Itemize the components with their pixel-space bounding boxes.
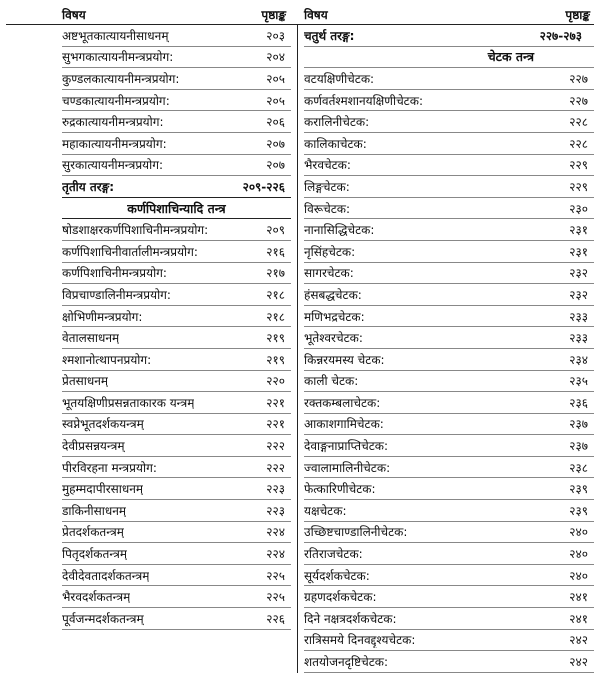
entry-page-number: २०५ xyxy=(266,71,285,86)
contents-entry xyxy=(304,543,594,565)
entry-page-number: २१७ xyxy=(266,266,285,281)
contents-entry xyxy=(304,90,594,112)
entry-title: सुरकात्यायनीमन्त्रप्रयोग: xyxy=(62,158,164,173)
contents-entry xyxy=(304,651,594,673)
contents-entry xyxy=(304,565,594,587)
entry-title: अष्टभूतकात्यायनीसाधनम् xyxy=(62,28,169,43)
entry-title: विप्रचाण्डालिनीमन्त्रप्रयोग: xyxy=(62,287,171,302)
contents-entry xyxy=(62,435,291,457)
contents-entry xyxy=(62,392,291,414)
entry-page-number: २०७ xyxy=(266,136,285,151)
entry-page-number: २०३ xyxy=(266,28,285,43)
entry-title: तृतीय तरङ्ग: xyxy=(62,179,115,194)
contents-entry xyxy=(62,219,291,241)
contents-entry xyxy=(304,349,594,371)
entry-title: रक्तकम्बलाचेटक: xyxy=(304,395,381,410)
entry-page-number: २४२ xyxy=(569,655,588,670)
contents-entry xyxy=(304,630,594,652)
contents-entry xyxy=(62,90,291,112)
entry-page-number: २४० xyxy=(569,525,588,540)
entry-title: कालिकाचेटक: xyxy=(304,136,367,151)
entry-title: लिङ्गचेटक: xyxy=(304,179,350,194)
entry-page-number: २३० xyxy=(569,201,588,216)
entry-page-number: २२४ xyxy=(266,525,285,540)
entry-page-number: २४१ xyxy=(569,611,588,626)
entry-title: कर्णपिशाचिनीमन्त्रप्रयोग: xyxy=(62,266,167,281)
entry-title: मुहम्मदापीरसाधनम् xyxy=(62,482,144,497)
entry-page-number: २०९ xyxy=(266,223,285,238)
contents-entry xyxy=(304,306,594,328)
entry-title: चण्डकात्यायनीमन्त्रप्रयोग: xyxy=(62,93,170,108)
left-header xyxy=(6,6,298,23)
entry-page-number: २१९ xyxy=(266,331,285,346)
entry-title: फेत्कारिणीचेटक: xyxy=(304,482,376,497)
contents-entry xyxy=(304,608,594,630)
entry-title: डाकिनीसाधनम् xyxy=(62,503,127,518)
entry-title: वेतालसाधनम् xyxy=(62,331,120,346)
contents-entry xyxy=(304,176,594,198)
entry-title: कर्णवर्तश्मशानयक्षिणीचेटक: xyxy=(304,93,423,108)
right-page-heading: पृष्ठाङ्क xyxy=(565,7,590,22)
entry-title: ज्वालामालिनीचेटक: xyxy=(304,460,391,475)
right-column xyxy=(298,25,594,673)
entry-title: आकाशगामिचेटक: xyxy=(304,417,384,432)
entry-page-number: २१८ xyxy=(266,287,285,302)
contents-entry xyxy=(62,586,291,608)
entry-title: स्वप्नेभूतदर्शकयन्त्रम् xyxy=(62,417,144,432)
entry-title: भैरवचेटक: xyxy=(304,158,351,173)
entry-page-number: २०९-२२६ xyxy=(242,179,285,194)
entry-page-number: २२९ xyxy=(569,158,588,173)
entry-page-number: २३९ xyxy=(569,503,588,518)
entry-page-number: २३९ xyxy=(569,482,588,497)
section-title xyxy=(62,176,291,198)
left-subject-heading: विषय xyxy=(62,7,86,22)
entry-page-number: २३३ xyxy=(569,331,588,346)
right-header xyxy=(298,6,594,23)
contents-entry xyxy=(304,219,594,241)
entry-page-number: २३४ xyxy=(569,352,588,367)
contents-entry xyxy=(304,263,594,285)
contents-entry xyxy=(304,111,594,133)
contents-entry xyxy=(62,111,291,133)
contents-entry xyxy=(62,306,291,328)
entry-title: नृसिंहचेटक: xyxy=(304,244,356,259)
entry-title: क्षोभिणीमन्त्रप्रयोग: xyxy=(62,309,143,324)
entry-page-number: २४१ xyxy=(569,590,588,605)
entry-title: षोडशाक्षरकर्णपिशाचिनीमन्त्रप्रयोग: xyxy=(62,223,209,238)
entry-page-number: २१९ xyxy=(266,352,285,367)
contents-entry xyxy=(62,457,291,479)
entry-title: किन्नरयमस्य चेटक: xyxy=(304,352,385,367)
entry-title: प्रेतसाधनम् xyxy=(62,374,109,389)
entry-page-number: २३६ xyxy=(569,395,588,410)
entry-title: यक्षचेटक: xyxy=(304,503,347,518)
entry-page-number: २३८ xyxy=(569,460,588,475)
contents-entry xyxy=(62,47,291,69)
contents-entry xyxy=(62,414,291,436)
contents-entry xyxy=(62,522,291,544)
contents-entry xyxy=(304,241,594,263)
contents-entry xyxy=(62,349,291,371)
entry-page-number: २२७-२७३ xyxy=(539,28,582,43)
entry-page-number: २२७ xyxy=(569,71,588,86)
contents-entry xyxy=(62,25,291,47)
entry-page-number: २२१ xyxy=(266,417,285,432)
contents-entry xyxy=(62,263,291,285)
entry-page-number: २३७ xyxy=(569,417,588,432)
contents-entry xyxy=(304,500,594,522)
entry-title: करालिनीचेटक: xyxy=(304,115,370,130)
entry-page-number: २२४ xyxy=(266,547,285,562)
contents-entry xyxy=(62,371,291,393)
entry-page-number: २२८ xyxy=(569,136,588,151)
entry-page-number: २२५ xyxy=(266,590,285,605)
entry-title: ग्रहणदर्शकचेटक: xyxy=(304,590,377,605)
entry-title: पूर्वजन्मदर्शकतन्त्रम् xyxy=(62,611,144,626)
entry-page-number: २२३ xyxy=(266,503,285,518)
contents-entry xyxy=(304,198,594,220)
entry-page-number: २४० xyxy=(569,547,588,562)
contents-entry xyxy=(62,478,291,500)
entry-title: देवाङ्गनाप्राप्तिचेटक: xyxy=(304,439,389,454)
contents-entry xyxy=(62,68,291,90)
entry-page-number: २४० xyxy=(569,568,588,583)
contents-columns xyxy=(6,25,594,673)
entry-page-number: २२९ xyxy=(569,179,588,194)
entry-title: भैरवदर्शकतन्त्रम् xyxy=(62,590,131,605)
entry-page-number: २३५ xyxy=(569,374,588,389)
contents-entry xyxy=(304,133,594,155)
entry-title: भूतेश्वरचेटक: xyxy=(304,331,363,346)
entry-title: श्मशानोत्थापनप्रयोग: xyxy=(62,352,152,367)
entry-title: कर्णपिशाचिनीवार्तालीमन्त्रप्रयोग: xyxy=(62,244,198,259)
entry-page-number: २२० xyxy=(266,374,285,389)
entry-title: मणिभद्रचेटक: xyxy=(304,309,365,324)
entry-title: सूर्यदर्शकचेटक: xyxy=(304,568,370,583)
contents-entry xyxy=(304,586,594,608)
contents-entry xyxy=(62,241,291,263)
left-column xyxy=(6,25,298,673)
entry-page-number: २२२ xyxy=(266,439,285,454)
entry-page-number: २२२ xyxy=(266,460,285,475)
entry-page-number: २२६ xyxy=(266,611,285,626)
entry-title: रतिराजचेटक: xyxy=(304,547,363,562)
entry-title: कुण्डलकात्यायनीमन्त्रप्रयोग: xyxy=(62,71,180,86)
entry-page-number: २४२ xyxy=(569,633,588,648)
entry-page-number: २२५ xyxy=(266,568,285,583)
entry-page-number: २२१ xyxy=(266,395,285,410)
entry-title: पीरविरहना मन्त्रप्रयोग: xyxy=(62,460,157,475)
entry-title: हंसबद्धचेटक: xyxy=(304,287,362,302)
contents-entry xyxy=(304,478,594,500)
table-header xyxy=(6,4,594,25)
section-heading: कर्णपिशाचिन्यादि तन्त्र xyxy=(62,198,291,220)
contents-entry xyxy=(304,68,594,90)
entry-title: महाकात्यायनीमन्त्रप्रयोग: xyxy=(62,136,167,151)
entry-title: नानासिद्धिचेटक: xyxy=(304,223,375,238)
entry-title: रुद्रकात्यायनीमन्त्रप्रयोग: xyxy=(62,115,164,130)
contents-entry xyxy=(304,327,594,349)
entry-title: पितृदर्शकतन्त्रम् xyxy=(62,547,128,562)
contents-entry xyxy=(304,371,594,393)
entry-page-number: २३१ xyxy=(569,244,588,259)
entry-title: सुभगकात्यायनीमन्त्रप्रयोग: xyxy=(62,50,174,65)
entry-title: उच्छिष्टचाण्डालिनीचेटक: xyxy=(304,525,408,540)
entry-title: देवीप्रसन्नयन्त्रम् xyxy=(62,439,125,454)
contents-entry xyxy=(304,414,594,436)
right-subject-heading: विषय xyxy=(304,7,328,22)
entry-title: सागरचेटक: xyxy=(304,266,354,281)
entry-page-number: २२३ xyxy=(266,482,285,497)
entry-page-number: २१८ xyxy=(266,309,285,324)
entry-title: दिने नक्षत्रदर्शकचेटक: xyxy=(304,611,397,626)
entry-title: शतयोजनदृष्टिचेटक: xyxy=(304,655,389,670)
contents-entry xyxy=(304,284,594,306)
section-heading: चेटक तन्त्र xyxy=(304,47,594,69)
entry-page-number: २२७ xyxy=(569,93,588,108)
contents-entry xyxy=(62,284,291,306)
contents-entry xyxy=(304,155,594,177)
contents-entry xyxy=(62,565,291,587)
entry-page-number: २०७ xyxy=(266,158,285,173)
contents-entry xyxy=(62,327,291,349)
contents-entry xyxy=(62,608,291,630)
entry-page-number: २०४ xyxy=(266,50,285,65)
entry-page-number: २३१ xyxy=(569,223,588,238)
entry-page-number: २३३ xyxy=(569,309,588,324)
entry-title: काली चेटक: xyxy=(304,374,359,389)
entry-title: प्रेतदर्शकतन्त्रम् xyxy=(62,525,124,540)
entry-title: विरूचेटक: xyxy=(304,201,351,216)
contents-entry xyxy=(304,522,594,544)
entry-title: वटयक्षिणीचेटक: xyxy=(304,71,375,86)
entry-page-number: २३७ xyxy=(569,439,588,454)
entry-page-number: २०५ xyxy=(266,93,285,108)
contents-entry xyxy=(62,155,291,177)
contents-entry xyxy=(304,435,594,457)
contents-entry xyxy=(304,457,594,479)
contents-entry xyxy=(62,543,291,565)
entry-page-number: २३२ xyxy=(569,266,588,281)
entry-title: रात्रिसमये दिनवद्दृश्यचेटक: xyxy=(304,633,416,648)
entry-page-number: २३२ xyxy=(569,287,588,302)
entry-page-number: २०६ xyxy=(266,115,285,130)
entry-page-number: २२८ xyxy=(569,115,588,130)
entry-page-number: २१६ xyxy=(266,244,285,259)
left-page-heading: पृष्ठाङ्क xyxy=(261,7,286,22)
entry-title: देवीदेवतादर्शकतन्त्रम् xyxy=(62,568,150,583)
entry-title: चतुर्थ तरङ्ग: xyxy=(304,28,355,43)
entry-title: भूतयक्षिणीप्रसन्नताकारक यन्त्रम् xyxy=(62,395,195,410)
contents-entry xyxy=(304,392,594,414)
section-title xyxy=(304,25,594,47)
contents-entry xyxy=(62,133,291,155)
contents-entry xyxy=(62,500,291,522)
